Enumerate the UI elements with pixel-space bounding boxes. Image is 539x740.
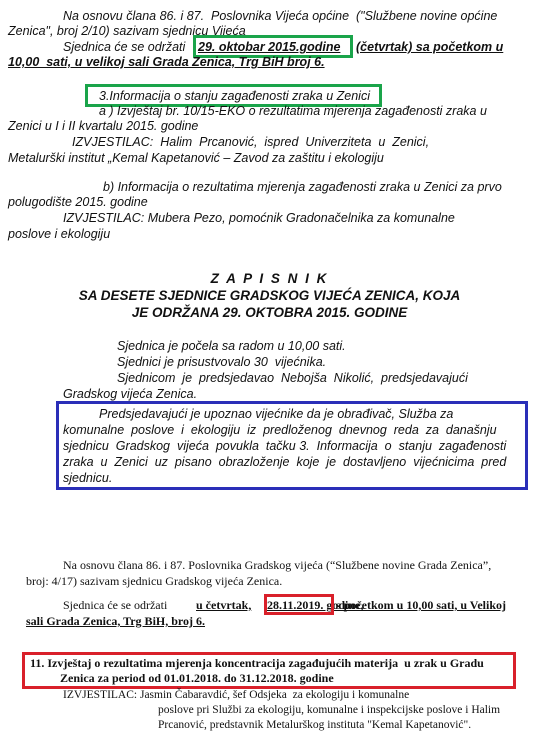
izvjestilac-2019-line-3: Prcanović, predstavnik Metalurškog instituta "Kemal Kapetanović".: [158, 719, 472, 731]
minutes-subtitle-line-2: JE ODRŽANA 29. OKTOBRA 2015. GODINE: [131, 305, 408, 320]
intro-line-2: Zenica", broj 2/10) sazivam sjednicu Vijeća: [8, 24, 246, 38]
izvjestilac-a-line-1: IZVJESTILAC: Halim Prcanović, ispred Univerziteta u Zenici,: [72, 135, 430, 149]
item-a-line-2: Zenici u I i II kvartalu 2015. godine: [8, 119, 199, 133]
session-2019-suffix: s početkom u 10,00 sati, u Velikoj: [336, 598, 507, 612]
withdrawal-notice-line-3: sjednicu Gradskog vijeća povukla tačku 3. Informacija o stanju zagađenosti: [63, 439, 507, 453]
item-a-line-1: a ) Izvještaj br. 10/15-EKO o rezultatima mjerenja zagađenosti zraka u: [99, 104, 487, 118]
withdrawal-notice-line-2: komunalne poslove i ekologiju iz predloženog dnevnog reda za današnju: [63, 423, 497, 437]
intro-2019-line-2: broj: 4/17) sazivam sjednicu Gradskog vijeća Zenica.: [26, 574, 283, 588]
session-date: 29. oktobar 2015.godine: [198, 40, 341, 54]
session-suffix: (četvrtak) sa početkom u: [356, 40, 504, 54]
izvjestilac-b-line-1: IZVJESTILAC: Mubera Pezo, pomoćnik Gradonačelnika za komunalne: [63, 211, 455, 225]
izvjestilac-b-line-2: poslove i ekologiju: [8, 227, 111, 241]
minutes-line-1: Sjednica je počela sa radom u 10,00 sati.: [117, 339, 346, 353]
intro-2019-line-1: Na osnovu člana 86. i 87. Poslovnika Gradskog vijeća (“Službene novine Grada Zenica”,: [63, 558, 492, 572]
agenda-item-11-line-2: Zenica za period od 01.01.2018. do 31.12.2018. godine: [60, 671, 334, 685]
session-location: 10,00 sati, u velikoj sali Grada Zenica, Trg BiH broj 6.: [8, 55, 325, 69]
minutes-line-2: Sjednici je prisustvovalo 30 vijećnika.: [117, 355, 327, 369]
section-1-convocation: [0, 0, 539, 250]
minutes-subtitle-line-1: SA DESETE SJEDNICE GRADSKOG VIJEĆA ZENICA, KOJA: [78, 288, 461, 303]
minutes-title: Z A P I S N I K: [210, 271, 329, 286]
session-2019-location: sali Grada Zenica, Trg BiH, broj 6.: [26, 614, 206, 628]
session-2019-weekday: u četvrtak,: [196, 598, 252, 612]
minutes-line-3b: Gradskog vijeća Zenica.: [63, 387, 198, 401]
session-2019-prefix: Sjednica će se održati: [63, 598, 168, 612]
minutes-line-3a: Sjednicom je predsjedavao Nebojša Nikolić, predsjedavajući: [117, 371, 468, 385]
withdrawal-notice-line-4: zraka u Zenici uz pisano obrazloženje koje je dostavljeno vijećnicima pred: [63, 455, 507, 469]
section-2-minutes: [0, 250, 539, 520]
izvjestilac-2019-line-1: IZVJESTILAC: Jasmin Čabaravdić, šef Odsjeka za ekologiju i komunalne: [63, 689, 410, 701]
session-2019-date: 28.11.2019. godine,: [267, 598, 364, 612]
section-3-convocation-2019: [0, 545, 539, 740]
item-b-line-2: polugodište 2015. godine: [8, 195, 148, 209]
izvjestilac-a-line-2: Metalurški institut „Kemal Kapetanović – Zavod za zaštitu i ekologiju: [8, 151, 384, 165]
agenda-item-3-title: 3.Informacija o stanju zagađenosti zraka u Zenici: [99, 89, 370, 103]
agenda-item-11-line-1: 11. Izvještaj o rezultatima mjerenja koncentracija zagađujućih materija u zrak u Gradu: [30, 656, 484, 670]
withdrawal-notice-line-5: sjednicu.: [63, 471, 113, 485]
izvjestilac-2019-line-2: poslove pri Službi za ekologiju, komunalne i inspekcijske poslove i Halim: [158, 704, 501, 716]
session-2019-date-highlight-box: [264, 594, 334, 615]
intro-line-1: Na osnovu člana 86. i 87. Poslovnika Vijeća općine ("Službene novine općine: [63, 9, 498, 23]
withdrawal-notice-line-1: Predsjedavajući je upoznao vijećnike da je obrađivač, Služba za: [99, 407, 454, 421]
session-prefix: Sjednica će se održati: [63, 40, 186, 54]
item-b-line-1: b) Informacija o rezultatima mjerenja zagađenosti zraka u Zenici za prvo: [103, 180, 502, 194]
